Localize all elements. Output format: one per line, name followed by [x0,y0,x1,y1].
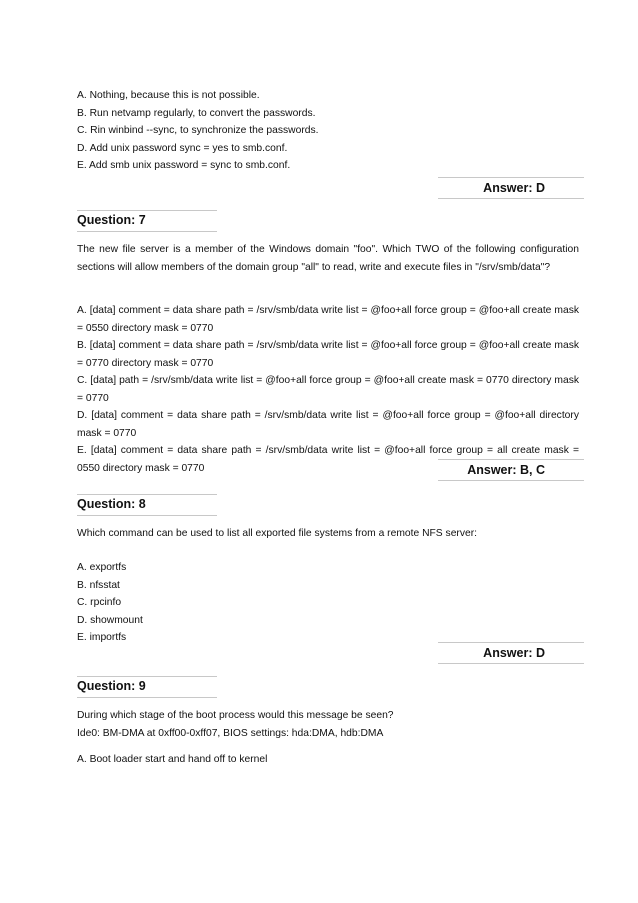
q7-question-text: The new file server is a member of the Windows domain "foo". Which TWO of the following configuration sections will allow members of the domain group "all" to read, write and execute files in "/srv/smb/data"? [77,244,579,273]
question-rule-bottom [77,231,217,232]
q6-answer: Answer: D [483,181,545,195]
question-rule-top [77,676,217,677]
q6-option-b: B. Run netvamp regularly, to convert the passwords. [77,107,316,119]
q8-option-e: E. importfs [77,632,127,643]
q8-option-d: D. showmount [77,614,143,626]
answer-rule-bottom [438,480,584,481]
q6-option-d: D. Add unix password sync = yes to smb.conf. [77,142,288,154]
q7-option-e: E. [data] comment = data share path = /srv/smb/data write list = @foo+all force group = all create mask = 0550 directory mask = 0770 [77,445,579,474]
q9-question-text: During which stage of the boot process would this message be seen? [77,710,394,721]
q7-option-b: B. [data] comment = data share path = /srv/smb/data write list = @foo+all force group = @foo+all create mask = 0770 directory mask = 0770 [77,340,579,369]
q7-answer: Answer: B, C [467,463,545,477]
q9-title: Question: 9 [77,679,146,693]
q6-option-a: A. Nothing, because this is not possible. [77,90,260,101]
q8-option-b: B. nfsstat [77,579,120,591]
q6-option-e: E. Add smb unix password = sync to smb.conf. [77,160,291,171]
q7-title: Question: 7 [77,213,146,227]
answer-rule-top [438,177,584,178]
q6-option-c: C. Rin winbind --sync, to synchronize the passwords. [77,125,319,136]
q7-option-a: A. [data] comment = data share path = /srv/smb/data write list = @foo+all force group = @foo+all create mask = 0550 directory mask = 0770 [77,305,579,334]
answer-rule-bottom [438,198,584,199]
answer-rule-bottom [438,663,584,664]
question-rule-bottom [77,697,217,698]
q7-option-d: D. [data] comment = data share path = /srv/smb/data write list = @foo+all force group = @foo+all directory mask = 0770 [77,410,579,439]
q9-option-a: A. Boot loader start and hand off to kernel [77,754,268,765]
answer-rule-top [438,459,584,460]
answer-rule-top [438,642,584,643]
q7-option-c: C. [data] path = /srv/smb/data write list = @foo+all force group = @foo+all create mask = 0770 directory mask = 0770 [77,375,579,404]
q9-message-text: Ide0: BM-DMA at 0xff00-0xff07, BIOS settings: hda:DMA, hdb:DMA [77,727,384,739]
q8-question-text: Which command can be used to list all exported file systems from a remote NFS server: [77,528,478,539]
q8-option-a: A. exportfs [77,562,127,573]
question-rule-bottom [77,515,217,516]
question-rule-top [77,494,217,495]
q8-option-c: C. rpcinfo [77,597,122,608]
q8-title: Question: 8 [77,497,146,511]
q8-answer: Answer: D [483,646,545,660]
question-rule-top [77,210,217,211]
